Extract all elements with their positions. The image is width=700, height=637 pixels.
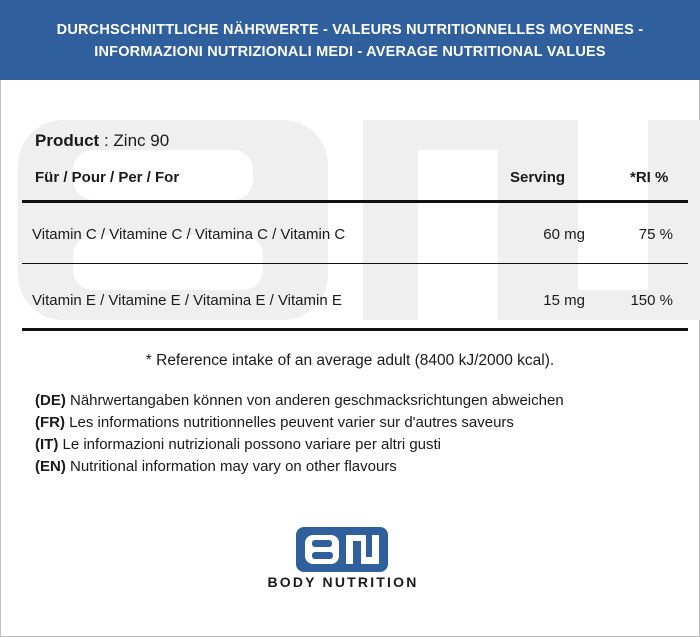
- row-1-nutrient: Vitamin C / Vitamine C / Vitamina C / Vitamin C: [32, 226, 346, 243]
- table-top-rule: [22, 200, 688, 203]
- product-line: [35, 131, 169, 151]
- disclaimer-de-text: Nährwertangaben können von anderen geschmacksrichtungen abweichen: [65, 392, 564, 409]
- table-row-divider: [22, 263, 688, 264]
- row-2-nutrient: Vitamin E / Vitamine E / Vitamina E / Vitamin E: [32, 292, 342, 309]
- disclaimer-en-code: (EN): [35, 458, 66, 475]
- bn-logo-icon: [296, 527, 388, 572]
- column-header-nutrient: Für / Pour / Per / For: [35, 169, 180, 186]
- disclaimer-it: [35, 436, 441, 453]
- column-header-serving: Serving: [510, 169, 566, 186]
- row-1-ri: 75 %: [638, 226, 673, 243]
- header-banner: [0, 0, 700, 80]
- disclaimer-de-code: (DE): [35, 392, 66, 409]
- row-1-serving: 60 mg: [543, 226, 585, 243]
- reference-intake-note: * Reference intake of an average adult (8400 kJ/2000 kcal).: [145, 352, 555, 369]
- product-label: Product: [35, 131, 100, 150]
- disclaimer-en: [35, 458, 397, 475]
- table-bottom-rule: [22, 328, 688, 331]
- header-line-1: DURCHSCHNITTLICHE NÄHRWERTE - VALEURS NUTRITIONNELLES MOYENNES -: [56, 22, 644, 38]
- disclaimer-en-text: Nutritional information may vary on other flavours: [65, 458, 397, 475]
- disclaimer-fr-text: Les informations nutritionnelles peuvent varier sur d'autres saveurs: [65, 414, 514, 431]
- disclaimer-fr-code: (FR): [35, 414, 65, 431]
- brand-name: BODY NUTRITION: [267, 574, 419, 590]
- row-2-ri: 150 %: [630, 292, 673, 309]
- disclaimer-it-code: (IT): [35, 436, 59, 453]
- product-name: Zinc 90: [113, 131, 170, 150]
- column-header-ri: *RI %: [630, 169, 669, 186]
- header-line-2: INFORMAZIONI NUTRIZIONALI MEDI - AVERAGE NUTRITIONAL VALUES: [94, 44, 606, 60]
- disclaimer-fr: [35, 414, 514, 431]
- row-2-serving: 15 mg: [543, 292, 585, 309]
- disclaimer-it-text: Le informazioni nutrizionali possono variare per altri gusti: [58, 436, 442, 453]
- disclaimer-de: [35, 392, 564, 409]
- product-separator: :: [99, 131, 114, 150]
